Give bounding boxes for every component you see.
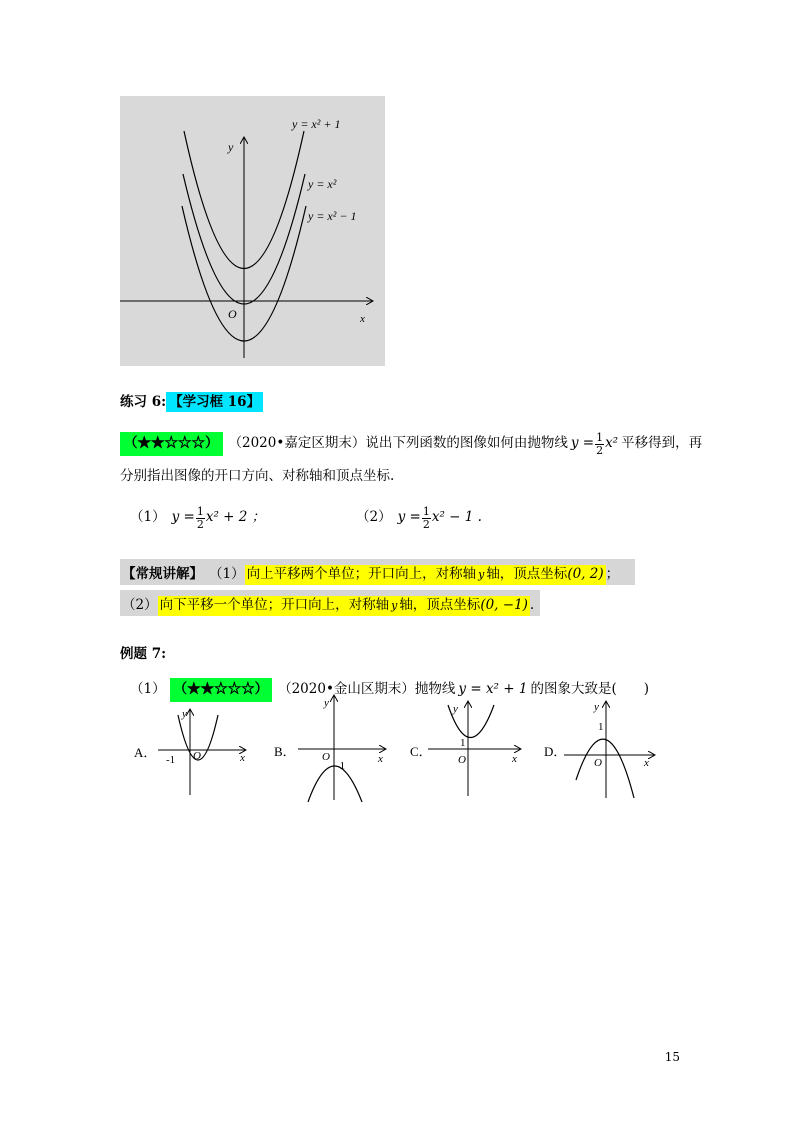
x-axis-label: x (360, 313, 365, 325)
choice-b-letter: B． (274, 744, 296, 759)
example7-function: y = x² + 1 (458, 681, 528, 697)
difficulty-stars: （★★☆☆☆） (120, 432, 223, 456)
choice-b-curve (308, 766, 362, 802)
example7-title: 例题 7: (120, 646, 167, 662)
question-func-fraction: $\frac{1}{2}$ (596, 431, 604, 457)
label-x2: y = x² (308, 177, 337, 191)
choice-b[interactable] (270, 690, 395, 805)
svg-text:O: O (458, 754, 466, 766)
question-func-rhs: x² (605, 435, 619, 452)
choice-c[interactable] (408, 700, 528, 800)
example7-stars: （★★☆☆☆） (170, 678, 273, 702)
choice-c-letter: C． (410, 744, 432, 759)
svg-text:y: y (453, 703, 458, 715)
y-axis-label: y (228, 140, 234, 154)
sub-question-2: （2） y = $\frac{1}{2}$ x² − 1 . (356, 505, 482, 531)
choice-d[interactable] (542, 700, 662, 800)
svg-text:x: x (512, 753, 517, 765)
choice-a-letter: A． (134, 745, 157, 760)
exercise6-heading (120, 396, 263, 410)
parabola-graph (120, 96, 385, 366)
choice-b-mark: -1 (336, 760, 346, 772)
study-box-label: 【学习框 16】 (166, 392, 263, 412)
choice-a[interactable] (130, 705, 255, 800)
question-func-lhs: y = (570, 435, 595, 452)
explanation-header: 【常规讲解】 (122, 566, 203, 582)
sub1-fraction: $\frac{1}{2}$ (196, 505, 204, 531)
svg-text:O: O (322, 751, 330, 763)
choice-c-mark: 1 (460, 737, 466, 749)
svg-text:x: x (240, 752, 245, 764)
explanation-line2: （2） 向下平移一个单位；开口向上，对称轴 y 轴，顶点坐标(0, −1) . (122, 596, 534, 616)
label-x2-minus-1: y = x² − 1 (308, 209, 357, 223)
svg-text:x: x (378, 753, 383, 765)
exercise6-title: 练习 6: (120, 394, 167, 410)
label-x2-plus-1: y = x² + 1 (292, 117, 341, 131)
svg-text:O: O (193, 750, 201, 762)
svg-text:y: y (324, 697, 329, 709)
example7-question: （1） （★★☆☆☆） （2020•金山区期末）抛物线 y = x² + 1 的图象大致是( ) (130, 678, 649, 702)
svg-text:y: y (182, 708, 187, 720)
choice-d-curve (576, 739, 634, 798)
question-text-a: （2020•嘉定区期末）说出下列函数的图像如何由抛物线 (228, 435, 568, 452)
svg-text:O: O (594, 757, 602, 769)
sub-question-1: （1） y = $\frac{1}{2}$ x² + 2 ； (130, 505, 266, 531)
choice-d-letter: D． (544, 744, 567, 759)
choice-a-mark: -1 (166, 754, 176, 766)
origin-label: O (228, 307, 237, 321)
question-text-b: 平移得到，再 (621, 435, 703, 452)
explanation-answer-1: 向上平移两个单位；开口向上，对称轴 y 轴，顶点坐标(0, 2) (245, 565, 606, 585)
sub2-fraction: $\frac{1}{2}$ (422, 505, 430, 531)
svg-text:y: y (594, 701, 599, 713)
parabola-figure (120, 96, 385, 366)
page-number: 15 (664, 1050, 680, 1064)
exercise6-question-line2: 分别指出图像的开口方向、对称轴和顶点坐标. (120, 468, 395, 484)
svg-text:x: x (644, 757, 649, 769)
exercise6-question-line1 (120, 432, 702, 456)
choice-d-mark: 1 (598, 721, 604, 733)
explanation-line1: 【常规讲解】 （1） 向上平移两个单位；开口向上，对称轴 y 轴，顶点坐标(0, 2) ； (122, 565, 619, 585)
explanation-answer-2: 向下平移一个单位；开口向上，对称轴 y 轴，顶点坐标(0, −1) (158, 596, 530, 616)
